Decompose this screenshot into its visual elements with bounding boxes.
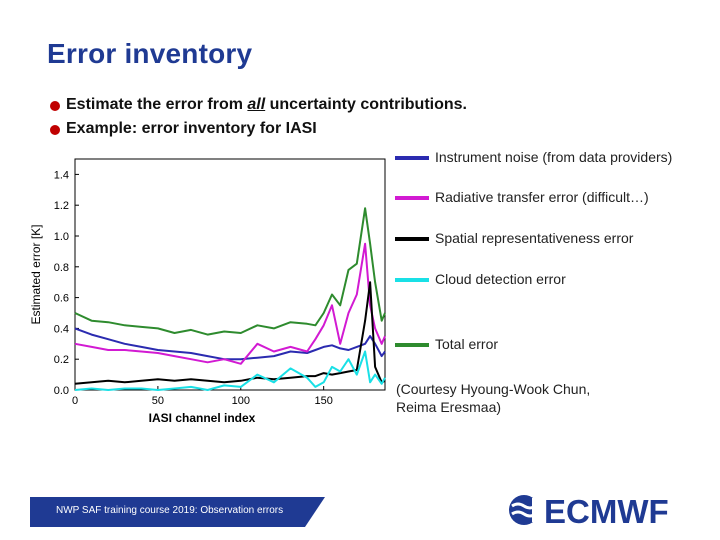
legend-label: Cloud detection error <box>435 271 566 287</box>
error-inventory-chart <box>28 150 388 430</box>
legend-swatch <box>395 343 429 347</box>
legend-label: Spatial representativeness error <box>435 230 634 246</box>
y-tick-label: 0.6 <box>53 292 69 305</box>
x-tick-label: 100 <box>231 395 250 407</box>
bullet-text-before: Estimate the error from <box>66 96 248 113</box>
chart-legend <box>395 148 715 352</box>
plot-frame <box>75 159 385 390</box>
legend-swatch <box>395 156 429 160</box>
bullet-dot-icon <box>50 101 60 111</box>
footer-text: NWP SAF training course 2019: Observation errors <box>56 505 284 516</box>
ecmwf-logo <box>504 490 684 530</box>
bullet-text-before: Example: error inventory for IASI <box>66 120 317 137</box>
ecmwf-logo-text: ECMWF <box>544 493 669 530</box>
ecmwf-logo-mark-icon <box>509 495 542 525</box>
y-tick-label: 0.8 <box>53 261 69 274</box>
slide-title: Error inventory <box>47 38 253 69</box>
y-tick-label: 1.2 <box>53 200 69 213</box>
bullet-text <box>66 120 317 138</box>
legend-swatch <box>395 278 429 282</box>
credit-note <box>396 380 590 416</box>
bullet-dot-icon <box>50 125 60 135</box>
y-tick-label: 0.4 <box>53 323 69 336</box>
x-tick-label: 150 <box>314 395 333 407</box>
x-axis-label: IASI channel index <box>148 411 256 425</box>
x-tick-label: 0 <box>71 395 79 407</box>
y-tick-label: 1.0 <box>53 231 69 243</box>
legend-label: Total error <box>435 336 499 352</box>
legend-label: Radiative transfer error (difficult…) <box>435 189 649 205</box>
bullet-text <box>66 96 467 114</box>
y-tick-label: 0.2 <box>53 354 69 367</box>
bullet-text-after: uncertainty contributions. <box>265 96 467 113</box>
bullet-text-emphasis: all <box>247 96 266 113</box>
legend-swatch <box>395 237 429 241</box>
y-axis-label: Estimated error [K] <box>29 224 43 325</box>
x-tick-label: 50 <box>151 395 165 407</box>
legend-label: Instrument noise (from data providers) <box>435 149 673 165</box>
credit-line: (Courtesy Hyoung-Wook Chun, <box>396 381 591 397</box>
series-line <box>75 352 385 391</box>
legend-swatch <box>395 196 429 200</box>
credit-line: Reima Eresmaa) <box>396 399 502 415</box>
y-tick-label: 0.0 <box>53 385 69 397</box>
series-line <box>75 208 385 334</box>
y-tick-label: 1.4 <box>53 169 69 182</box>
